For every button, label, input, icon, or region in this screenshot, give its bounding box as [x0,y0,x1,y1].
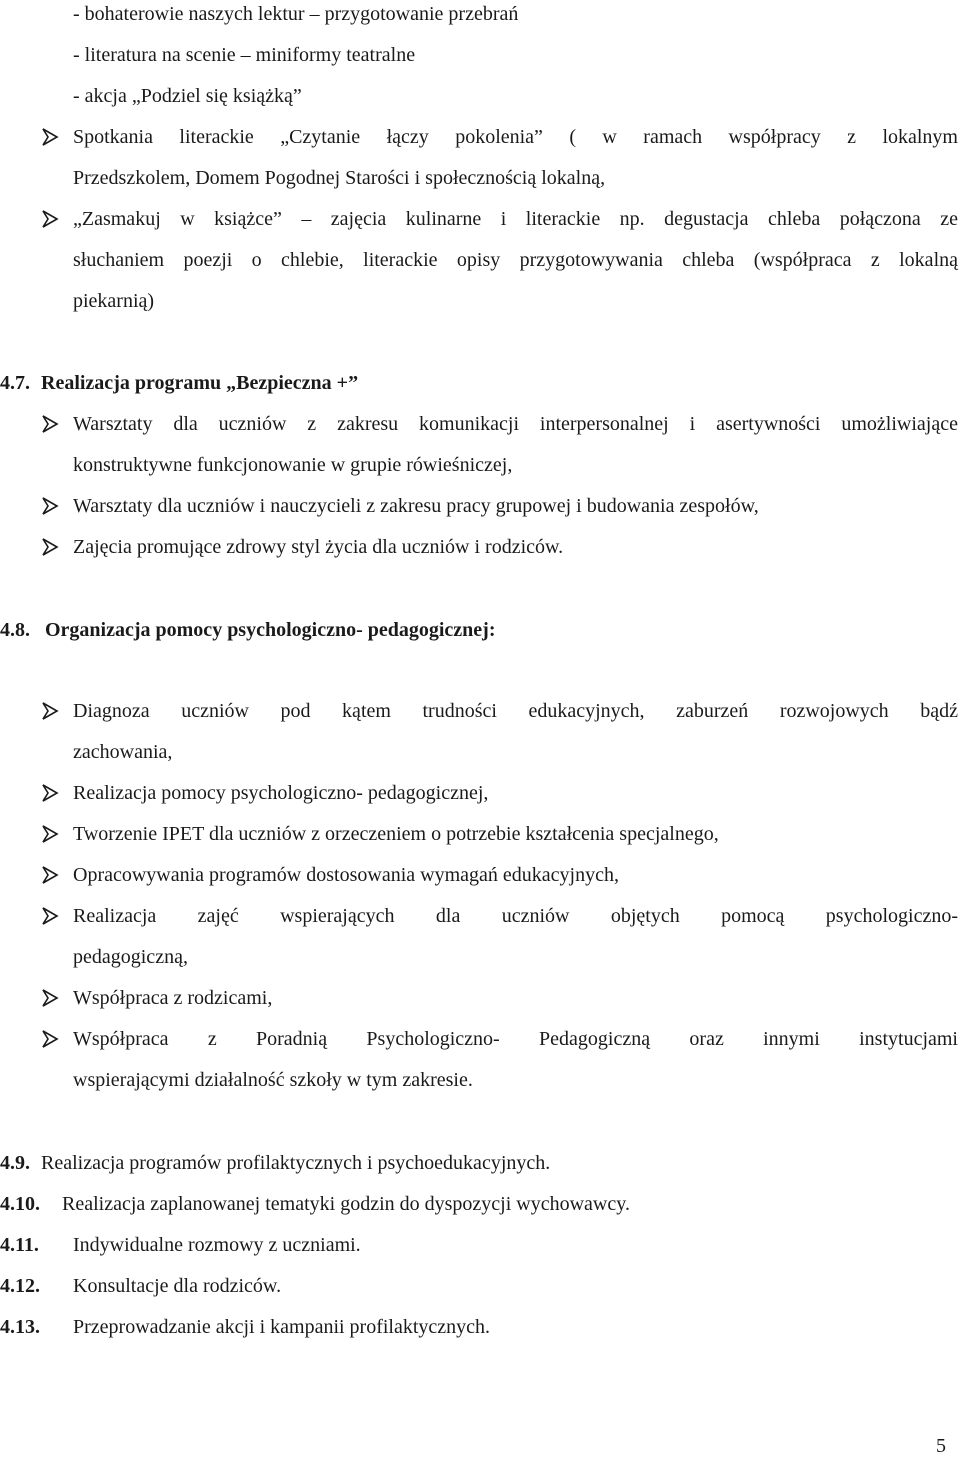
bullet-text: Realizacja pomocy psychologiczno- pedagogicznej, [73,782,489,804]
dash-list-item: - bohaterowie naszych lektur – przygotowanie przebrań [73,3,519,25]
bullet-text: Opracowywania programów dostosowania wymagań edukacyjnych, [73,864,619,886]
item-number: 4.12. [0,1275,40,1297]
arrowhead-bullet-icon [40,906,60,926]
section-number: 4.7. [0,372,30,394]
bullet-text: Spotkania literackie „Czytanie łączy pokolenia” ( w ramach współpracy z lokalnym [73,126,958,148]
item-text: Realizacja zaplanowanej tematyki godzin do dyspozycji wychowawcy. [62,1193,630,1215]
item-number: 4.9. [0,1152,30,1174]
arrowhead-bullet-icon [40,865,60,885]
dash-list-item: - akcja „Podziel się książką” [73,85,302,107]
item-number: 4.13. [0,1316,40,1338]
arrowhead-bullet-icon [40,496,60,516]
section-title: Organizacja pomocy psychologiczno- pedagogicznej: [45,619,496,641]
bullet-text: Współpraca z rodzicami, [73,987,273,1009]
bullet-text-continuation: Przedszkolem, Domem Pogodnej Starości i społecznością lokalną, [73,167,606,189]
item-text: Konsultacje dla rodziców. [73,1275,282,1297]
bullet-text: Tworzenie IPET dla uczniów z orzeczeniem o potrzebie kształcenia specjalnego, [73,823,719,845]
numbered-item-4-9 [0,1153,550,1173]
section-number: 4.8. [0,619,30,641]
arrowhead-bullet-icon [40,537,60,557]
arrowhead-bullet-icon [40,1029,60,1049]
numbered-item-4-12 [0,1276,281,1296]
bullet-text: Współpraca z Poradnią Psychologiczno- Pedagogiczną oraz innymi instytucjami [73,1028,958,1050]
item-number: 4.11. [0,1234,39,1256]
arrowhead-bullet-icon [40,783,60,803]
item-number: 4.10. [0,1193,40,1215]
item-text: Indywidualne rozmowy z uczniami. [73,1234,361,1256]
arrowhead-bullet-icon [40,988,60,1008]
bullet-text-continuation: piekarnią) [73,290,155,312]
bullet-text-continuation: zachowania, [73,741,173,763]
page-number: 5 [936,1435,946,1457]
dash-list-item: - literatura na scenie – miniformy teatralne [73,44,416,66]
bullet-text: Warsztaty dla uczniów z zakresu komunikacji interpersonalnej i asertywności umożliwiające [73,413,958,435]
item-text: Przeprowadzanie akcji i kampanii profilaktycznych. [73,1316,491,1338]
numbered-item-4-11 [0,1235,361,1255]
bullet-text-continuation: pedagogiczną, [73,946,188,968]
bullet-text: „Zasmakuj w książce” – zajęcia kulinarne i literackie np. degustacja chleba połączona ze [73,208,958,230]
arrowhead-bullet-icon [40,414,60,434]
arrowhead-bullet-icon [40,127,60,147]
bullet-text-continuation: konstruktywne funkcjonowanie w grupie rówieśniczej, [73,454,513,476]
arrowhead-bullet-icon [40,824,60,844]
bullet-text-continuation: wspierającymi działalność szkoły w tym zakresie. [73,1069,473,1091]
section-title: Realizacja programu „Bezpieczna +” [41,372,359,394]
item-text: Realizacja programów profilaktycznych i psychoedukacyjnych. [41,1152,551,1174]
bullet-text: Diagnoza uczniów pod kątem trudności edukacyjnych, zaburzeń rozwojowych bądź [73,700,958,722]
bullet-text: Warsztaty dla uczniów i nauczycieli z zakresu pracy grupowej i budowania zespołów, [73,495,759,517]
bullet-text: Zajęcia promujące zdrowy styl życia dla uczniów i rodziców. [73,536,564,558]
section-heading-4-8 [0,620,496,640]
bullet-text-continuation: słuchaniem poezji o chlebie, literackie opisy przygotowywania chleba (współpraca z lokalną [73,249,958,271]
bullet-text: Realizacja zajęć wspierających dla uczniów objętych pomocą psychologiczno- [73,905,958,927]
arrowhead-bullet-icon [40,209,60,229]
numbered-item-4-10 [0,1194,630,1214]
section-heading-4-7 [0,373,358,393]
numbered-item-4-13 [0,1317,490,1337]
arrowhead-bullet-icon [40,701,60,721]
